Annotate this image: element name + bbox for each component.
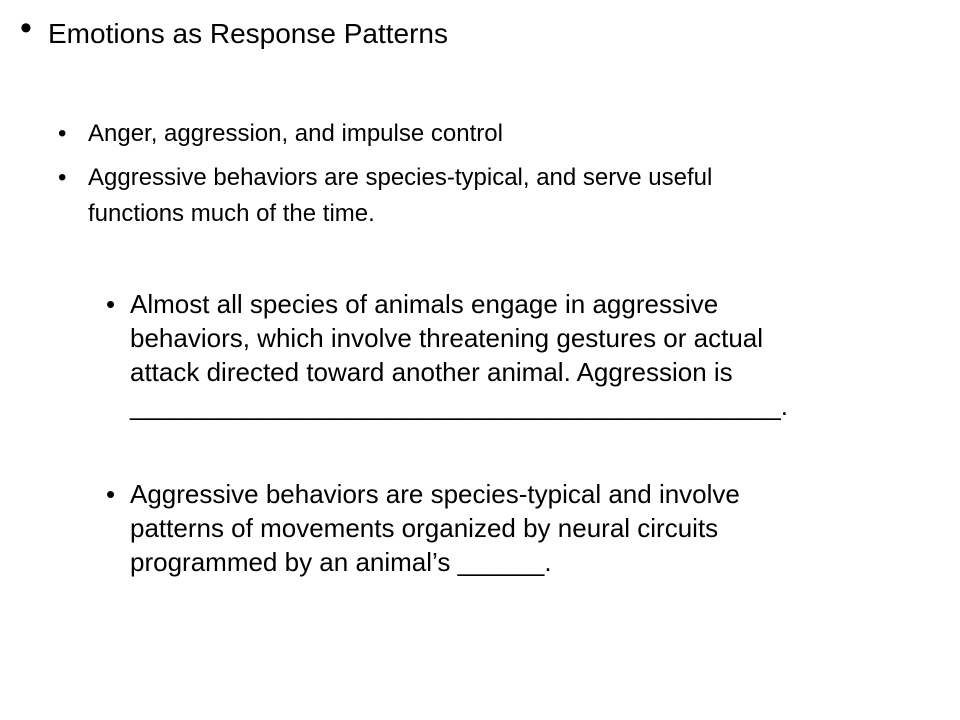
bullet-anger — [58, 118, 938, 152]
bullet-line: patterns of movements organized by neural circuits — [130, 513, 719, 543]
bullet-mark: • — [106, 289, 116, 319]
sub-bullet-species-typical — [106, 477, 936, 585]
sub-bullet-aggression-definition — [106, 287, 936, 429]
bullet-aggressive-behaviors — [58, 162, 938, 232]
bullet-line: Aggressive behaviors are species-typical, and serve useful — [88, 164, 713, 191]
bullet-text — [88, 162, 938, 230]
bullet-mark: • — [58, 164, 67, 191]
slide-title: Emotions as Response Patterns — [48, 18, 448, 49]
bullet-text — [88, 118, 938, 150]
bullet-line: Almost all species of animals engage in aggressive — [130, 289, 719, 319]
bullet-line: Anger, aggression, and impulse control — [88, 120, 503, 147]
bullet-text — [130, 477, 930, 579]
fill-in-blank-line: _____________________________________________. — [130, 391, 788, 421]
bullet-line: attack directed toward another animal. Aggression is — [130, 357, 733, 387]
title-bullet: • — [20, 9, 32, 47]
bullet-line: Aggressive behaviors are species-typical and involve — [130, 479, 740, 509]
bullet-mark: • — [106, 479, 116, 509]
slide-title-row — [20, 8, 920, 52]
fill-in-blank-line: programmed by an animal’s ______. — [130, 547, 552, 577]
bullet-line: functions much of the time. — [88, 200, 375, 227]
bullet-text — [130, 287, 930, 423]
bullet-mark: • — [58, 120, 67, 147]
bullet-line: behaviors, which involve threatening gestures or actual — [130, 323, 764, 353]
